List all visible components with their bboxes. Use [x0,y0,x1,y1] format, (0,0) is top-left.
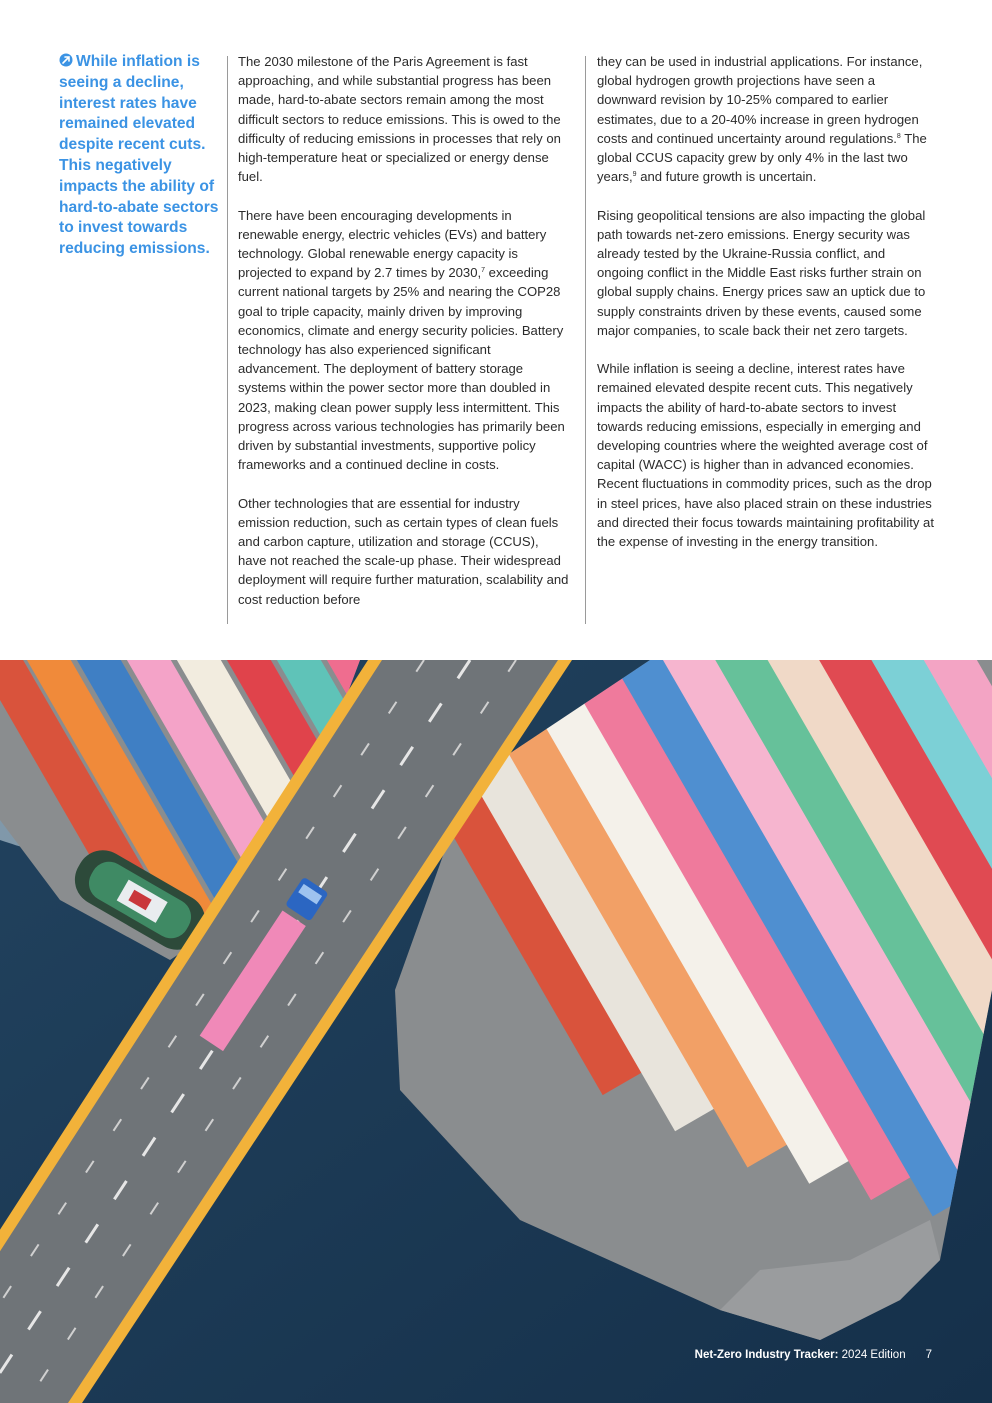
text-column-2 [597,52,935,570]
column-divider-left [227,56,228,624]
page-footer [695,1348,932,1362]
paragraph: Other technologies that are essential for industry emission reduction, such as certain types of clean fuels and carbon capture, utilization and storage (CCUS), have not reached the scale-up phase. Their widespread deployment will require further maturation, scalability and cost reduction before [238,495,569,607]
footnote-ref: 9 [632,171,637,179]
footnote-ref: 7 [481,267,486,275]
paragraph: While inflation is seeing a decline, interest rates have remained elevated despite recent cuts. This negatively impacts the ability of hard-to-abate sectors to invest towards reducing emissions, especially in emerging and developing countries where the weighted average cost of capital (WACC) is higher than in advanced economies. Recent fluctuations in commodity prices, such as the drop in steel prices, have also placed strain on these industries and directed their focus towards maintaining profitability at the expense of investing in the energy transition. [597,361,934,550]
footnote-ref: 8 [896,132,901,140]
column-divider-right [585,56,586,624]
pull-quote-text: While inflation is seeing a decline, interest rates have remained elevated despite recent cuts. This negatively impacts the ability of hard-to-abate sectors to invest towards reducing emissions. [59,53,219,258]
paragraph: There have been encouraging developments in renewable energy, electric vehicles (EVs) and battery technology. Global renewable energy capacity is projected to expand by 2.7 times by 2030,$^7$ exceeding current national targets by 25% and nearing the COP28 goal to triple capacity, mainly driven by improving economics, climate and energy security policies. Battery technology has also experienced significant advancement. The deployment of battery storage systems within the power sector more than doubled in 2023, making clean power supply less intermittent. This progress across various technologies has primarily been driven by substantial investments, supportive policy frameworks and a continued decline in costs. [238,207,565,473]
pull-quote [59,52,219,260]
paragraph: they can be used in industrial applications. For instance, global hydrogen growth projections have seen a downward revision by 10-25% compared to earlier estimates, due to a 20-40% increase in green hydrogen costs and continued uncertainty around regulations.$^8$ The global CCUS capacity grew by only 4% in the last two years,$^9$ and future growth is uncertain. [597,54,927,185]
footer-edition: 2024 Edition [838,1349,906,1361]
text-column-1 [238,52,570,628]
page-number: 7 [925,1349,932,1361]
quote-link-icon [59,53,73,67]
paragraph: Rising geopolitical tensions are also impacting the global path towards net-zero emissions. Energy security was already tested by the Ukraine-Russia conflict, and ongoing conflict in the Middle East risks further strain on global supply chains. Energy prices saw an uptick due to supply constraints driven by these events, caused some major companies, to scale back their net zero targets. [597,207,926,338]
aerial-photo-cargo-ship-bridge [0,660,992,1403]
footer-report-title: Net-Zero Industry Tracker: [694,1349,839,1361]
paragraph: The 2030 milestone of the Paris Agreement is fast approaching, and while substantial progress has been made, hard-to-abate sectors remain among the most difficult sectors to reduce emissions. This is owed to the difficulty of reducing emissions in processes that rely on high-temperature heat or specialized or energy dense fuel. [238,54,561,185]
